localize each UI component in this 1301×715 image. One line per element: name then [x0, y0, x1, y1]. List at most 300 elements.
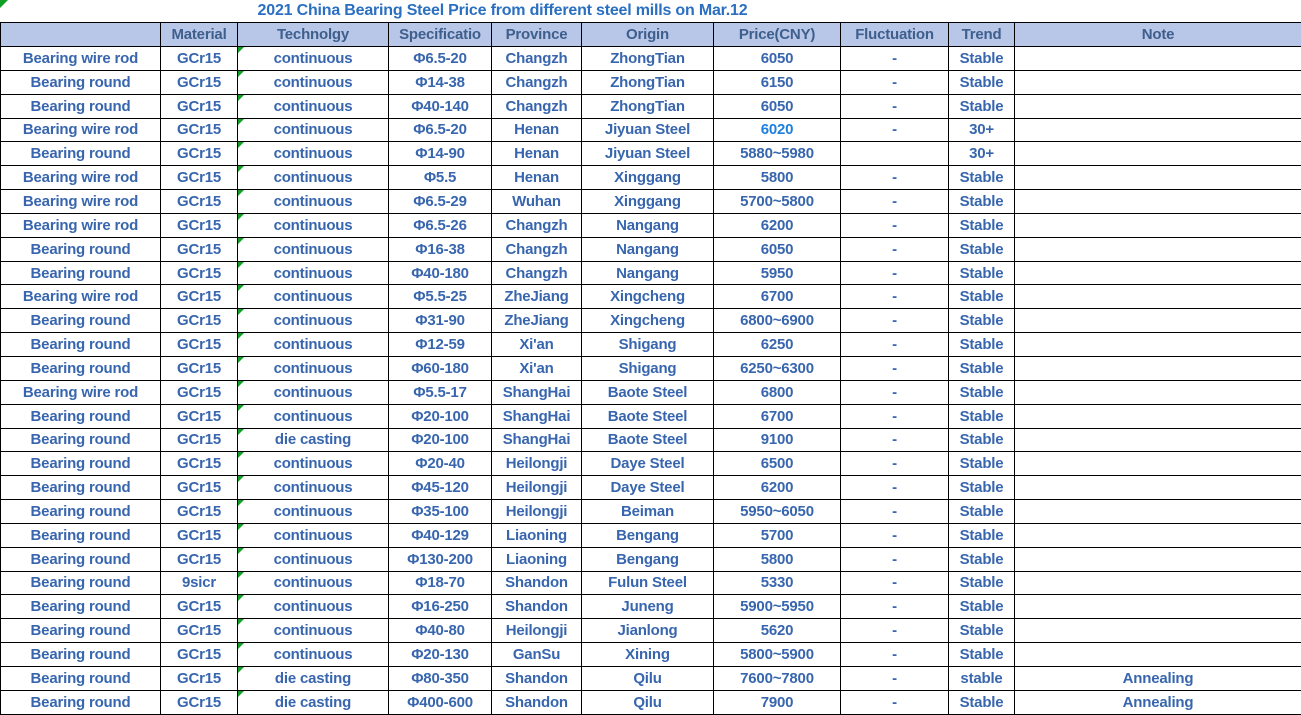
cell-trend[interactable]	[949, 333, 1015, 357]
cell-product[interactable]	[1, 213, 161, 237]
cell-value: Baote Steel	[608, 408, 688, 425]
cell-origin[interactable]	[582, 261, 714, 285]
cell-province[interactable]	[492, 118, 582, 142]
cell-technology[interactable]	[238, 690, 389, 714]
cell-product[interactable]	[1, 404, 161, 428]
cell-specification[interactable]	[389, 356, 492, 380]
cell-fluctuation[interactable]	[841, 619, 949, 643]
cell-note[interactable]	[1015, 595, 1301, 619]
cell-specification[interactable]	[389, 404, 492, 428]
cell-specification[interactable]	[389, 380, 492, 404]
cell-product[interactable]	[1, 500, 161, 524]
cell-origin[interactable]	[582, 47, 714, 71]
cell-note[interactable]	[1015, 643, 1301, 667]
cell-province[interactable]	[492, 261, 582, 285]
cell-material[interactable]	[161, 571, 238, 595]
cell-technology[interactable]	[238, 452, 389, 476]
cell-material[interactable]	[161, 619, 238, 643]
cell-material[interactable]	[161, 690, 238, 714]
cell-specification[interactable]	[389, 666, 492, 690]
cell-origin[interactable]	[582, 70, 714, 94]
cell-fluctuation[interactable]	[841, 309, 949, 333]
cell-product[interactable]	[1, 285, 161, 309]
cell-technology[interactable]	[238, 166, 389, 190]
cell-trend[interactable]	[949, 595, 1015, 619]
cell-technology[interactable]	[238, 213, 389, 237]
cell-price[interactable]	[714, 356, 841, 380]
cell-price[interactable]	[714, 523, 841, 547]
cell-technology[interactable]	[238, 309, 389, 333]
cell-fluctuation[interactable]	[841, 523, 949, 547]
cell-product[interactable]	[1, 666, 161, 690]
cell-price[interactable]	[714, 142, 841, 166]
cell-specification[interactable]	[389, 476, 492, 500]
cell-trend[interactable]	[949, 356, 1015, 380]
cell-price[interactable]	[714, 547, 841, 571]
cell-trend[interactable]	[949, 94, 1015, 118]
cell-price[interactable]	[714, 452, 841, 476]
cell-product[interactable]	[1, 476, 161, 500]
cell-origin[interactable]	[582, 237, 714, 261]
cell-province[interactable]	[492, 94, 582, 118]
header-technology[interactable]: Technolgy	[238, 23, 389, 47]
cell-note[interactable]	[1015, 47, 1301, 71]
cell-price[interactable]	[714, 666, 841, 690]
cell-material[interactable]	[161, 166, 238, 190]
cell-technology[interactable]	[238, 547, 389, 571]
cell-value: -	[892, 312, 897, 329]
cell-material[interactable]	[161, 380, 238, 404]
cell-note[interactable]	[1015, 356, 1301, 380]
cell-price[interactable]	[714, 690, 841, 714]
cell-technology[interactable]	[238, 476, 389, 500]
cell-material[interactable]	[161, 47, 238, 71]
cell-price[interactable]	[714, 70, 841, 94]
cell-origin[interactable]	[582, 452, 714, 476]
cell-trend[interactable]	[949, 547, 1015, 571]
cell-note[interactable]	[1015, 309, 1301, 333]
cell-province[interactable]	[492, 404, 582, 428]
cell-technology[interactable]	[238, 571, 389, 595]
cell-material[interactable]	[161, 643, 238, 667]
cell-technology[interactable]	[238, 404, 389, 428]
cell-trend[interactable]	[949, 643, 1015, 667]
cell-material[interactable]	[161, 523, 238, 547]
cell-trend[interactable]	[949, 619, 1015, 643]
cell-note[interactable]	[1015, 380, 1301, 404]
cell-province[interactable]	[492, 70, 582, 94]
cell-fluctuation[interactable]	[841, 404, 949, 428]
cell-province[interactable]	[492, 500, 582, 524]
cell-origin[interactable]	[582, 690, 714, 714]
cell-technology[interactable]	[238, 142, 389, 166]
cell-product[interactable]	[1, 118, 161, 142]
cell-material[interactable]	[161, 595, 238, 619]
cell-trend[interactable]	[949, 47, 1015, 71]
cell-technology[interactable]	[238, 523, 389, 547]
cell-product[interactable]	[1, 70, 161, 94]
cell-specification[interactable]	[389, 619, 492, 643]
cell-price[interactable]	[714, 643, 841, 667]
cell-note[interactable]	[1015, 523, 1301, 547]
cell-fluctuation[interactable]	[841, 190, 949, 214]
cell-price[interactable]	[714, 476, 841, 500]
cell-origin[interactable]	[582, 213, 714, 237]
header-price[interactable]: Price(CNY)	[714, 23, 841, 47]
cell-trend[interactable]	[949, 571, 1015, 595]
cell-trend[interactable]	[949, 309, 1015, 333]
cell-price[interactable]	[714, 237, 841, 261]
cell-trend[interactable]	[949, 190, 1015, 214]
cell-price[interactable]	[714, 571, 841, 595]
cell-material[interactable]	[161, 452, 238, 476]
cell-technology[interactable]	[238, 595, 389, 619]
cell-trend[interactable]	[949, 142, 1015, 166]
cell-fluctuation[interactable]	[841, 94, 949, 118]
cell-trend[interactable]	[949, 70, 1015, 94]
cell-note[interactable]	[1015, 94, 1301, 118]
cell-price[interactable]	[714, 285, 841, 309]
cell-specification[interactable]	[389, 643, 492, 667]
cell-technology[interactable]	[238, 619, 389, 643]
cell-product[interactable]	[1, 595, 161, 619]
cell-specification[interactable]	[389, 309, 492, 333]
cell-fluctuation[interactable]	[841, 237, 949, 261]
cell-province[interactable]	[492, 166, 582, 190]
cell-product[interactable]	[1, 333, 161, 357]
cell-product[interactable]	[1, 356, 161, 380]
cell-specification[interactable]	[389, 94, 492, 118]
cell-trend[interactable]	[949, 261, 1015, 285]
cell-specification[interactable]	[389, 547, 492, 571]
cell-province[interactable]	[492, 428, 582, 452]
cell-province[interactable]	[492, 619, 582, 643]
cell-technology[interactable]	[238, 333, 389, 357]
cell-specification[interactable]	[389, 595, 492, 619]
cell-technology[interactable]	[238, 380, 389, 404]
cell-note[interactable]	[1015, 547, 1301, 571]
header-material[interactable]: Material	[161, 23, 238, 47]
cell-fluctuation[interactable]	[841, 285, 949, 309]
cell-specification[interactable]	[389, 213, 492, 237]
cell-province[interactable]	[492, 47, 582, 71]
cell-origin[interactable]	[582, 571, 714, 595]
cell-technology[interactable]	[238, 47, 389, 71]
cell-province[interactable]	[492, 476, 582, 500]
cell-material[interactable]	[161, 213, 238, 237]
cell-note[interactable]	[1015, 261, 1301, 285]
cell-price[interactable]	[714, 47, 841, 71]
header-blank[interactable]	[1, 23, 161, 47]
cell-product[interactable]	[1, 619, 161, 643]
cell-note[interactable]	[1015, 476, 1301, 500]
cell-province[interactable]	[492, 380, 582, 404]
cell-specification[interactable]	[389, 285, 492, 309]
cell-material[interactable]	[161, 428, 238, 452]
cell-price[interactable]	[714, 380, 841, 404]
cell-province[interactable]	[492, 690, 582, 714]
cell-price[interactable]	[714, 166, 841, 190]
cell-note[interactable]	[1015, 118, 1301, 142]
cell-specification[interactable]	[389, 690, 492, 714]
cell-origin[interactable]	[582, 500, 714, 524]
cell-origin[interactable]	[582, 190, 714, 214]
cell-price[interactable]	[714, 118, 841, 142]
cell-technology[interactable]	[238, 356, 389, 380]
cell-fluctuation[interactable]	[841, 643, 949, 667]
cell-technology[interactable]	[238, 190, 389, 214]
cell-province[interactable]	[492, 142, 582, 166]
cell-product[interactable]	[1, 47, 161, 71]
cell-product[interactable]	[1, 428, 161, 452]
cell-fluctuation[interactable]	[841, 356, 949, 380]
cell-province[interactable]	[492, 452, 582, 476]
cell-technology[interactable]	[238, 500, 389, 524]
cell-note[interactable]	[1015, 333, 1301, 357]
cell-material[interactable]	[161, 547, 238, 571]
cell-specification[interactable]	[389, 452, 492, 476]
cell-specification[interactable]	[389, 523, 492, 547]
cell-fluctuation[interactable]	[841, 166, 949, 190]
cell-trend[interactable]	[949, 428, 1015, 452]
cell-material[interactable]	[161, 404, 238, 428]
cell-trend[interactable]	[949, 237, 1015, 261]
cell-price[interactable]	[714, 309, 841, 333]
cell-origin[interactable]	[582, 619, 714, 643]
cell-note[interactable]	[1015, 285, 1301, 309]
cell-fluctuation[interactable]	[841, 500, 949, 524]
cell-product[interactable]	[1, 547, 161, 571]
cell-material[interactable]	[161, 261, 238, 285]
cell-specification[interactable]	[389, 47, 492, 71]
cell-fluctuation[interactable]	[841, 70, 949, 94]
cell-province[interactable]	[492, 237, 582, 261]
cell-specification[interactable]	[389, 190, 492, 214]
cell-note[interactable]	[1015, 500, 1301, 524]
cell-material[interactable]	[161, 333, 238, 357]
cell-technology[interactable]	[238, 428, 389, 452]
cell-trend[interactable]	[949, 118, 1015, 142]
cell-origin[interactable]	[582, 380, 714, 404]
cell-origin[interactable]	[582, 356, 714, 380]
cell-material[interactable]	[161, 70, 238, 94]
cell-specification[interactable]	[389, 333, 492, 357]
cell-origin[interactable]	[582, 94, 714, 118]
cell-price[interactable]	[714, 261, 841, 285]
cell-origin[interactable]	[582, 547, 714, 571]
header-fluctuation[interactable]: Fluctuation	[841, 23, 949, 47]
cell-specification[interactable]	[389, 500, 492, 524]
cell-note[interactable]	[1015, 452, 1301, 476]
cell-product[interactable]	[1, 643, 161, 667]
cell-note[interactable]	[1015, 428, 1301, 452]
cell-price[interactable]	[714, 333, 841, 357]
cell-note[interactable]	[1015, 70, 1301, 94]
cell-note[interactable]	[1015, 571, 1301, 595]
cell-material[interactable]	[161, 190, 238, 214]
cell-material[interactable]	[161, 356, 238, 380]
cell-price[interactable]	[714, 428, 841, 452]
cell-product[interactable]	[1, 452, 161, 476]
cell-value: Nangang	[616, 265, 679, 282]
cell-material[interactable]	[161, 476, 238, 500]
cell-product[interactable]	[1, 523, 161, 547]
cell-fluctuation[interactable]	[841, 118, 949, 142]
cell-province[interactable]	[492, 547, 582, 571]
cell-technology[interactable]	[238, 237, 389, 261]
cell-fluctuation[interactable]	[841, 595, 949, 619]
cell-province[interactable]	[492, 643, 582, 667]
cell-price[interactable]	[714, 619, 841, 643]
cell-fluctuation[interactable]	[841, 142, 949, 166]
cell-material[interactable]	[161, 118, 238, 142]
cell-product[interactable]	[1, 309, 161, 333]
cell-note[interactable]	[1015, 690, 1301, 714]
header-origin[interactable]: Origin	[582, 23, 714, 47]
cell-origin[interactable]	[582, 404, 714, 428]
cell-province[interactable]	[492, 285, 582, 309]
cell-material[interactable]	[161, 142, 238, 166]
error-triangle-icon	[238, 643, 244, 649]
cell-product[interactable]	[1, 571, 161, 595]
cell-price[interactable]	[714, 190, 841, 214]
cell-specification[interactable]	[389, 118, 492, 142]
cell-origin[interactable]	[582, 142, 714, 166]
cell-specification[interactable]	[389, 166, 492, 190]
cell-price[interactable]	[714, 500, 841, 524]
cell-fluctuation[interactable]	[841, 333, 949, 357]
cell-trend[interactable]	[949, 404, 1015, 428]
cell-trend[interactable]	[949, 285, 1015, 309]
cell-price[interactable]	[714, 94, 841, 118]
cell-specification[interactable]	[389, 237, 492, 261]
cell-product[interactable]	[1, 94, 161, 118]
cell-fluctuation[interactable]	[841, 47, 949, 71]
cell-province[interactable]	[492, 595, 582, 619]
cell-fluctuation[interactable]	[841, 690, 949, 714]
cell-note[interactable]	[1015, 213, 1301, 237]
cell-material[interactable]	[161, 309, 238, 333]
cell-province[interactable]	[492, 190, 582, 214]
cell-specification[interactable]	[389, 142, 492, 166]
cell-fluctuation[interactable]	[841, 380, 949, 404]
cell-price[interactable]	[714, 404, 841, 428]
cell-specification[interactable]	[389, 70, 492, 94]
cell-product[interactable]	[1, 142, 161, 166]
cell-province[interactable]	[492, 333, 582, 357]
cell-material[interactable]	[161, 500, 238, 524]
cell-origin[interactable]	[582, 118, 714, 142]
cell-province[interactable]	[492, 571, 582, 595]
cell-trend[interactable]	[949, 213, 1015, 237]
cell-note[interactable]	[1015, 404, 1301, 428]
cell-trend[interactable]	[949, 166, 1015, 190]
cell-value: Φ14-90	[415, 145, 464, 162]
cell-trend[interactable]	[949, 452, 1015, 476]
cell-fluctuation[interactable]	[841, 547, 949, 571]
cell-note[interactable]	[1015, 237, 1301, 261]
cell-technology[interactable]	[238, 70, 389, 94]
cell-product[interactable]	[1, 190, 161, 214]
cell-technology[interactable]	[238, 285, 389, 309]
cell-material[interactable]	[161, 94, 238, 118]
cell-origin[interactable]	[582, 285, 714, 309]
cell-price[interactable]	[714, 595, 841, 619]
cell-trend[interactable]	[949, 500, 1015, 524]
header-note[interactable]: Note	[1015, 23, 1301, 47]
cell-material[interactable]	[161, 237, 238, 261]
cell-technology[interactable]	[238, 666, 389, 690]
cell-value: Xi'an	[519, 336, 553, 353]
cell-origin[interactable]	[582, 476, 714, 500]
cell-value: Φ31-90	[415, 312, 464, 329]
cell-note[interactable]	[1015, 666, 1301, 690]
header-specification[interactable]: Specificatio	[389, 23, 492, 47]
cell-note[interactable]	[1015, 142, 1301, 166]
cell-fluctuation[interactable]	[841, 452, 949, 476]
cell-product[interactable]	[1, 166, 161, 190]
cell-price[interactable]	[714, 213, 841, 237]
cell-province[interactable]	[492, 356, 582, 380]
cell-province[interactable]	[492, 523, 582, 547]
cell-product[interactable]	[1, 380, 161, 404]
cell-product[interactable]	[1, 237, 161, 261]
cell-note[interactable]	[1015, 619, 1301, 643]
cell-province[interactable]	[492, 309, 582, 333]
cell-product[interactable]	[1, 690, 161, 714]
cell-origin[interactable]	[582, 428, 714, 452]
cell-fluctuation[interactable]	[841, 261, 949, 285]
cell-fluctuation[interactable]	[841, 428, 949, 452]
cell-specification[interactable]	[389, 571, 492, 595]
cell-origin[interactable]	[582, 643, 714, 667]
cell-trend[interactable]	[949, 690, 1015, 714]
cell-province[interactable]	[492, 213, 582, 237]
cell-origin[interactable]	[582, 333, 714, 357]
cell-origin[interactable]	[582, 523, 714, 547]
cell-material[interactable]	[161, 285, 238, 309]
cell-origin[interactable]	[582, 166, 714, 190]
cell-origin[interactable]	[582, 666, 714, 690]
cell-fluctuation[interactable]	[841, 476, 949, 500]
cell-trend[interactable]	[949, 476, 1015, 500]
cell-note[interactable]	[1015, 190, 1301, 214]
cell-material[interactable]	[161, 666, 238, 690]
header-province[interactable]: Province	[492, 23, 582, 47]
cell-specification[interactable]	[389, 428, 492, 452]
cell-fluctuation[interactable]	[841, 571, 949, 595]
cell-value: Stable	[960, 527, 1004, 544]
cell-value: -	[892, 50, 897, 67]
cell-specification[interactable]	[389, 261, 492, 285]
cell-value: 9100	[761, 431, 794, 448]
cell-fluctuation[interactable]	[841, 213, 949, 237]
cell-note[interactable]	[1015, 166, 1301, 190]
cell-technology[interactable]	[238, 94, 389, 118]
cell-origin[interactable]	[582, 595, 714, 619]
cell-province[interactable]	[492, 666, 582, 690]
cell-technology[interactable]	[238, 643, 389, 667]
cell-technology[interactable]	[238, 118, 389, 142]
cell-product[interactable]	[1, 261, 161, 285]
header-trend[interactable]: Trend	[949, 23, 1015, 47]
cell-trend[interactable]	[949, 666, 1015, 690]
cell-technology[interactable]	[238, 261, 389, 285]
cell-trend[interactable]	[949, 380, 1015, 404]
cell-fluctuation[interactable]	[841, 666, 949, 690]
cell-trend[interactable]	[949, 523, 1015, 547]
cell-origin[interactable]	[582, 309, 714, 333]
